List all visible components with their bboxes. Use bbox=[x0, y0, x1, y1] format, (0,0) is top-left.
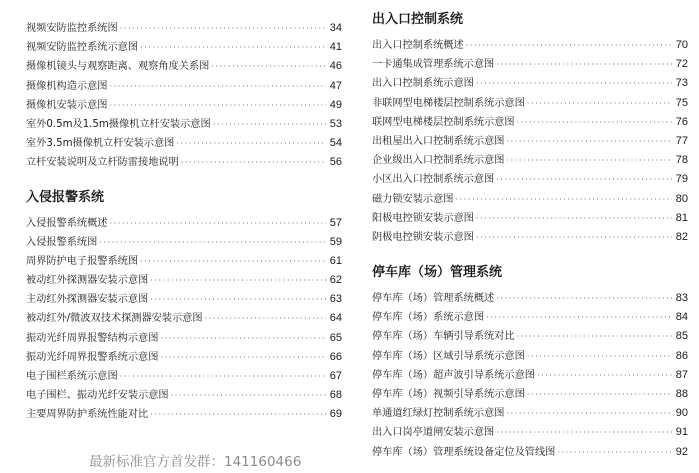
dot-leader bbox=[486, 308, 672, 327]
dot-leader bbox=[557, 443, 672, 462]
dot-leader bbox=[160, 348, 326, 367]
toc-entry-title: 室外0.5m及1.5m摄像机立杆安装示意图 bbox=[26, 118, 211, 130]
toc-entry-title: 停车库（场）系统示意图 bbox=[372, 312, 485, 324]
toc-entry-title: 停车库（场）车辆引导系统对比 bbox=[372, 331, 515, 343]
toc-entry-title: 被动红外/微波双技术探测器安装示意图 bbox=[26, 313, 203, 325]
toc-entry[interactable] bbox=[26, 38, 342, 57]
toc-entry-page: 72 bbox=[675, 58, 688, 71]
toc-entry[interactable] bbox=[372, 113, 688, 132]
toc-entry[interactable] bbox=[26, 96, 342, 115]
toc-entry[interactable] bbox=[372, 190, 688, 209]
toc-entry[interactable] bbox=[26, 115, 342, 134]
dot-leader bbox=[476, 209, 672, 228]
toc-entry[interactable] bbox=[26, 77, 342, 96]
toc-entry[interactable] bbox=[372, 366, 688, 385]
toc-entry[interactable] bbox=[26, 271, 342, 290]
toc-entry[interactable] bbox=[372, 289, 688, 308]
right-column bbox=[372, 8, 688, 462]
toc-entry-page: 63 bbox=[329, 293, 342, 306]
toc-entry-page: 73 bbox=[675, 77, 688, 90]
toc-entry-page: 68 bbox=[329, 389, 342, 402]
toc-entry[interactable] bbox=[372, 151, 688, 170]
toc-entry-page: 67 bbox=[329, 370, 342, 382]
toc-entry-title: 周界防护电子报警系统图 bbox=[26, 255, 139, 267]
dot-leader bbox=[205, 309, 326, 328]
toc-entry[interactable] bbox=[372, 443, 688, 462]
toc-entry-page: 70 bbox=[675, 39, 688, 51]
dot-leader bbox=[211, 57, 326, 76]
toc-entry[interactable] bbox=[372, 308, 688, 327]
dot-leader bbox=[527, 94, 672, 113]
toc-entry[interactable] bbox=[26, 348, 342, 367]
toc-entry-page: 81 bbox=[675, 211, 688, 224]
dot-leader bbox=[466, 36, 672, 55]
toc-entry-title: 磁力锁安装示意图 bbox=[372, 193, 454, 205]
toc-entry-page: 69 bbox=[329, 408, 342, 421]
dot-leader bbox=[110, 96, 327, 115]
toc-entry-title: 电子围栏、振动光纤安装示意图 bbox=[26, 390, 169, 402]
toc-entry[interactable] bbox=[26, 329, 342, 348]
dot-leader bbox=[120, 367, 326, 386]
toc-entry[interactable] bbox=[26, 214, 342, 233]
toc-entry-title: 停车库（场）管理系统概述 bbox=[372, 293, 495, 305]
toc-entry[interactable] bbox=[372, 423, 688, 442]
toc-entry-page: 47 bbox=[329, 79, 342, 92]
toc-entry-title: 停车库（场）区域引导系统示意图 bbox=[372, 350, 525, 362]
dot-leader bbox=[140, 38, 326, 57]
dot-leader bbox=[476, 228, 672, 247]
toc-entry-page: 54 bbox=[329, 137, 342, 150]
toc-entry-title: 主动红外探测器安装示意图 bbox=[26, 294, 149, 306]
toc-entry[interactable] bbox=[372, 74, 688, 93]
dot-leader bbox=[496, 170, 672, 189]
toc-entry[interactable] bbox=[26, 367, 342, 386]
toc-entry-title: 企业级出入口控制系统示意图 bbox=[372, 155, 505, 167]
toc-entry-title: 小区出入口控制系统示意图 bbox=[372, 174, 495, 186]
toc-entry-title: 室外3.5m摄像机立杆安装示意图 bbox=[26, 138, 175, 150]
toc-entry[interactable] bbox=[26, 233, 342, 252]
toc-entry[interactable] bbox=[372, 209, 688, 228]
dot-leader bbox=[213, 115, 326, 134]
dot-leader bbox=[517, 327, 672, 346]
toc-entry-title: 摄像机安装示意图 bbox=[26, 99, 108, 111]
toc-entry[interactable] bbox=[372, 36, 688, 55]
dot-leader bbox=[506, 132, 672, 151]
toc-entry-page: 62 bbox=[329, 274, 342, 287]
toc-entry-page: 41 bbox=[329, 41, 342, 54]
toc-entry[interactable] bbox=[26, 134, 342, 153]
toc-entry-page: 86 bbox=[675, 349, 688, 362]
toc-entry-page: 83 bbox=[675, 292, 688, 305]
dot-leader bbox=[537, 366, 672, 385]
toc-entry-page: 76 bbox=[675, 115, 688, 128]
toc-entry-page: 92 bbox=[675, 445, 688, 458]
toc-entry-title: 振动光纤周界报警结构示意图 bbox=[26, 332, 159, 344]
dot-leader bbox=[150, 271, 326, 290]
toc-entry-page: 61 bbox=[329, 254, 342, 267]
toc-entry[interactable] bbox=[26, 153, 342, 172]
toc-entry-page: 90 bbox=[675, 407, 688, 420]
dot-leader bbox=[506, 151, 672, 170]
toc-entry-title: 主要周界防护系统性能对比 bbox=[26, 409, 149, 421]
toc-entry[interactable] bbox=[26, 405, 342, 424]
dot-leader bbox=[171, 386, 326, 405]
footer-watermark: 最新标准官方首发群：141160466 bbox=[89, 454, 302, 470]
toc-entry-page: 53 bbox=[329, 117, 342, 130]
toc-entry-title: 视频安防监控系统图 bbox=[26, 23, 118, 34]
toc-entry-page: 64 bbox=[329, 312, 342, 325]
toc-entry[interactable] bbox=[372, 347, 688, 366]
toc-entry-title: 单通道红绿灯控制系统示意图 bbox=[372, 408, 505, 420]
dot-leader bbox=[176, 134, 326, 153]
toc-entry-title: 视频安防监控系统示意图 bbox=[26, 42, 139, 54]
toc-entry-page: 66 bbox=[329, 350, 342, 363]
toc-entry[interactable] bbox=[26, 309, 342, 328]
toc-entry-page: 49 bbox=[329, 98, 342, 111]
dot-leader bbox=[496, 55, 672, 74]
toc-entry-title: 一卡通集成管理系统示意图 bbox=[372, 59, 495, 71]
toc-entry-title: 摄像机镜头与观察距离、观察角度关系图 bbox=[26, 61, 210, 73]
toc-entry[interactable] bbox=[372, 327, 688, 346]
toc-entry-page: 59 bbox=[329, 235, 342, 248]
dot-leader bbox=[527, 385, 672, 404]
toc-entry-page: 84 bbox=[675, 311, 688, 324]
dot-leader bbox=[517, 113, 672, 132]
toc-entry-title: 立杆安装说明及立杆防雷接地说明 bbox=[26, 157, 179, 169]
dot-leader bbox=[496, 423, 672, 442]
toc-entry[interactable] bbox=[372, 94, 688, 113]
dot-leader bbox=[110, 214, 327, 233]
toc-entry-title: 出入口岗亭道闸安装示意图 bbox=[372, 427, 495, 439]
toc-entry-page: 56 bbox=[329, 156, 342, 169]
toc-entry-title: 阴极电控锁安装示意图 bbox=[372, 231, 474, 243]
toc-entry[interactable] bbox=[372, 404, 688, 423]
toc-entry-page: 91 bbox=[675, 426, 688, 439]
dot-leader bbox=[99, 233, 326, 252]
toc-entry[interactable] bbox=[26, 252, 342, 271]
toc-entry[interactable] bbox=[26, 19, 342, 38]
dot-leader bbox=[150, 405, 326, 424]
toc-entry-title: 入侵报警系统概述 bbox=[26, 217, 108, 229]
toc-entry-title: 联网型电梯楼层控制系统示意图 bbox=[372, 116, 515, 128]
dot-leader bbox=[527, 347, 672, 366]
toc-entry-page: 75 bbox=[675, 96, 688, 109]
toc-entry[interactable] bbox=[26, 57, 342, 76]
toc-entry-page: 65 bbox=[329, 331, 342, 344]
dot-leader bbox=[496, 289, 672, 308]
toc-entry-page: 79 bbox=[675, 173, 688, 186]
toc-entry-title: 停车库（场）超声波引导系统示意图 bbox=[372, 369, 535, 381]
dot-leader bbox=[506, 404, 672, 423]
toc-entry-page: 77 bbox=[675, 134, 688, 147]
toc-entry-page: 80 bbox=[675, 192, 688, 205]
toc-entry-title: 被动红外探测器安装示意图 bbox=[26, 275, 149, 287]
dot-leader bbox=[181, 153, 326, 172]
toc-entry[interactable] bbox=[372, 132, 688, 151]
dot-leader bbox=[160, 329, 326, 348]
toc-entry-page: 57 bbox=[329, 216, 342, 229]
toc-entry-page: 88 bbox=[675, 388, 688, 400]
toc-entry[interactable] bbox=[372, 170, 688, 189]
toc-entry-title: 振动光纤周界报警系统示意图 bbox=[26, 351, 159, 363]
dot-leader bbox=[476, 74, 672, 93]
toc-entry-title: 阳极电控锁安装示意图 bbox=[372, 212, 474, 224]
toc-entry-page: 85 bbox=[675, 330, 688, 343]
toc-entry[interactable] bbox=[372, 55, 688, 74]
dot-leader bbox=[110, 77, 327, 96]
toc-entry-title: 非联网型电梯楼层控制系统示意图 bbox=[372, 97, 525, 109]
toc-entry[interactable] bbox=[372, 385, 688, 404]
dot-leader bbox=[150, 290, 326, 309]
dot-leader bbox=[120, 19, 326, 38]
section-heading-access: 出入口控制系统 bbox=[372, 12, 464, 27]
toc-entry-title: 电子围栏系统示意图 bbox=[26, 371, 118, 382]
toc-entry[interactable] bbox=[26, 290, 342, 309]
toc-entry-title: 停车库（场）管理系统设备定位及管线图 bbox=[372, 446, 556, 458]
toc-entry-page: 87 bbox=[675, 368, 688, 381]
dot-leader bbox=[456, 190, 673, 209]
left-column bbox=[26, 19, 342, 425]
toc-entry-title: 入侵报警系统图 bbox=[26, 236, 98, 248]
toc-entry-title: 停车库（场）视频引导系统示意图 bbox=[372, 389, 525, 400]
toc-entry[interactable] bbox=[372, 228, 688, 247]
toc-entry-page: 82 bbox=[675, 230, 688, 243]
toc-entry-title: 出租屋出入口控制系统示意图 bbox=[372, 135, 505, 147]
toc-entry-title: 出入口控制系统概述 bbox=[372, 40, 464, 51]
toc-entry-page: 46 bbox=[329, 60, 342, 73]
section-heading-intrusion: 入侵报警系统 bbox=[26, 189, 105, 205]
toc-entry-page: 34 bbox=[329, 22, 342, 34]
toc-entry-title: 出入口控制系统示意图 bbox=[372, 78, 474, 90]
toc-entry-title: 摄像机构造示意图 bbox=[26, 80, 108, 92]
toc-entry[interactable] bbox=[26, 386, 342, 405]
toc-entry-page: 78 bbox=[675, 154, 688, 167]
dot-leader bbox=[140, 252, 326, 271]
section-heading-parking: 停车库（场）管理系统 bbox=[372, 265, 503, 281]
